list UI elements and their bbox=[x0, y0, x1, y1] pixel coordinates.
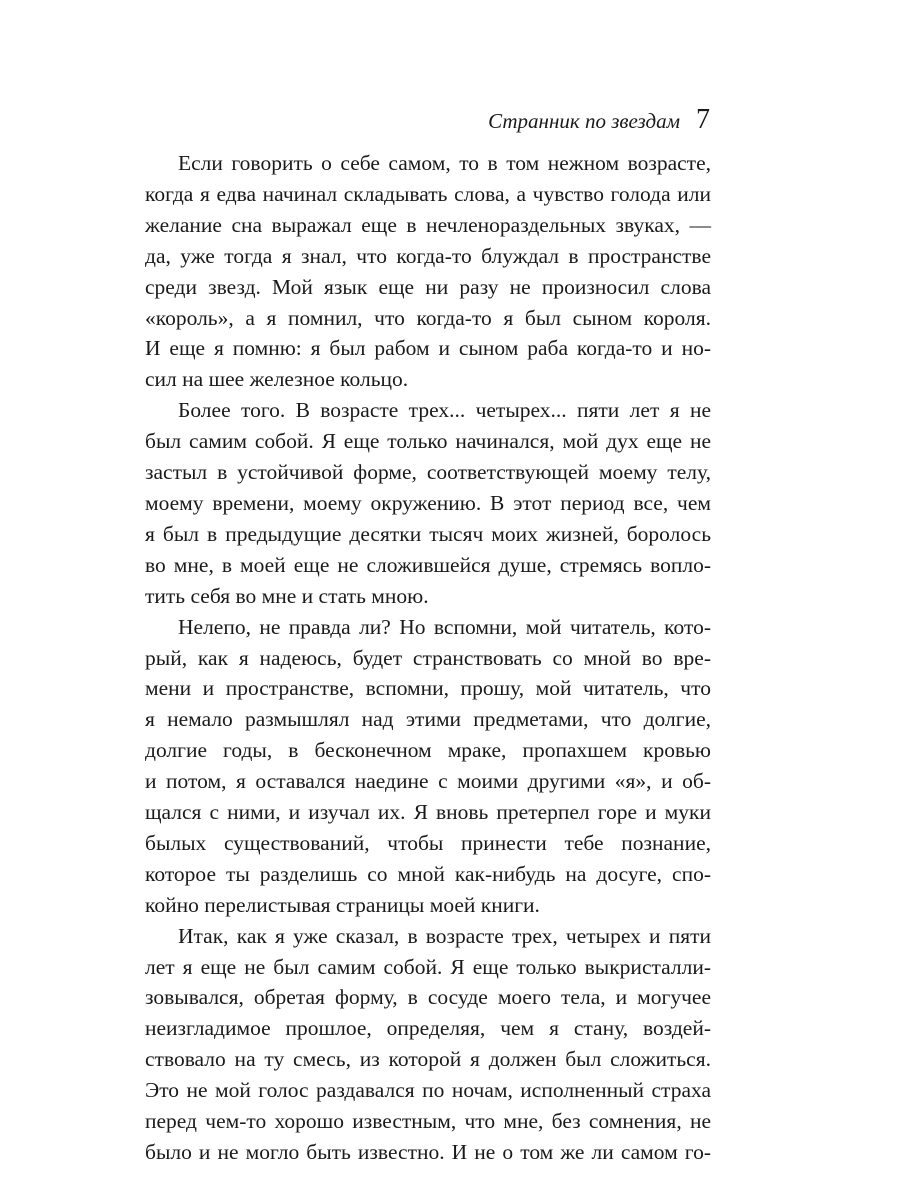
text-line: мени и пространстве, вспомни, прошу, мой читатель, что bbox=[145, 676, 711, 701]
text-line: щался с ними, и изучал их. Я вновь претерпел горе и муки bbox=[145, 800, 711, 825]
text-line: долгие годы, в бесконечном мраке, пропахшем кровью bbox=[145, 738, 711, 763]
text-line: я немало размышлял над этими предметами, что долгие, bbox=[145, 707, 711, 732]
text-line: Нелепо, не правда ли? Но вспомни, мой читатель, кото- bbox=[178, 614, 711, 639]
text-line: неизгладимое прошлое, определяя, чем я стану, воздей- bbox=[145, 1016, 711, 1041]
text-line: и потом, я оставался наедине с моими другими «я», и об- bbox=[145, 769, 711, 794]
text-line: И еще я помню: я был рабом и сыном раба когда-то и но- bbox=[145, 336, 711, 361]
paragraph bbox=[145, 921, 711, 1168]
text-line: былых существований, чтобы принести тебе познание, bbox=[145, 830, 711, 855]
text-line: когда я едва начинал складывать слова, а чувство голода или bbox=[145, 181, 711, 206]
text-line: Если говорить о себе самом, то в том нежном возрасте, bbox=[178, 151, 711, 175]
text-line: рый, как я надеюсь, будет странствовать со мной во вре- bbox=[145, 645, 711, 670]
text-line: перед чем-то хорошо известным, что мне, без сомнения, не bbox=[145, 1109, 711, 1134]
running-header bbox=[488, 104, 710, 136]
text-line: которое ты разделишь со мной как-нибудь на досуге, спо- bbox=[145, 861, 711, 886]
text-line: лет я еще не был самим собой. Я еще только выкристалли- bbox=[145, 954, 711, 979]
body-text bbox=[145, 148, 711, 1168]
text-line: сил на шее железное кольцо. bbox=[145, 367, 409, 392]
text-line: Более того. В возрасте трех... четырех... пяти лет я не bbox=[178, 398, 711, 423]
paragraph bbox=[145, 612, 711, 921]
text-line: койно перелистывая страницы моей книги. bbox=[145, 892, 540, 917]
running-title: Странник по звездам bbox=[488, 109, 680, 133]
text-line: желание сна выражал еще в нечленораздельных звуках, — bbox=[145, 212, 711, 237]
paragraph bbox=[145, 395, 711, 611]
text-line: Итак, как я уже сказал, в возрасте трех, четырех и пяти bbox=[178, 923, 711, 948]
text-line: Это не мой голос раздавался по ночам, исполненный страха bbox=[145, 1078, 711, 1103]
text-line: зовывался, обретая форму, в сосуде моего тела, и могучее bbox=[145, 985, 711, 1010]
text-line: тить себя во мне и стать мною. bbox=[145, 583, 429, 608]
text-line: я был в предыдущие десятки тысяч моих жизней, боролось bbox=[145, 521, 711, 546]
page-number: 7 bbox=[696, 104, 710, 135]
text-line: «король», а я помнил, что когда-то я был сыном короля. bbox=[145, 305, 711, 330]
text-line: застыл в устойчивой форме, соответствующей моему телу, bbox=[145, 460, 711, 485]
text-line: моему времени, моему окружению. В этот период все, чем bbox=[145, 490, 711, 515]
text-line: ствовало на ту смесь, из которой я должен был сложиться. bbox=[145, 1047, 711, 1072]
text-line: среди звезд. Мой язык еще ни разу не произносил слова bbox=[145, 274, 711, 299]
text-line: было и не могло быть известно. И не о том же ли самом го- bbox=[145, 1140, 711, 1164]
text-line: да, уже тогда я знал, что когда-то блуждал в пространстве bbox=[145, 243, 711, 268]
text-line: был самим собой. Я еще только начинался, мой дух еще не bbox=[145, 429, 711, 454]
paragraph bbox=[145, 148, 711, 395]
text-line: во мне, в моей еще не сложившейся душе, стремясь вопло- bbox=[145, 552, 711, 577]
